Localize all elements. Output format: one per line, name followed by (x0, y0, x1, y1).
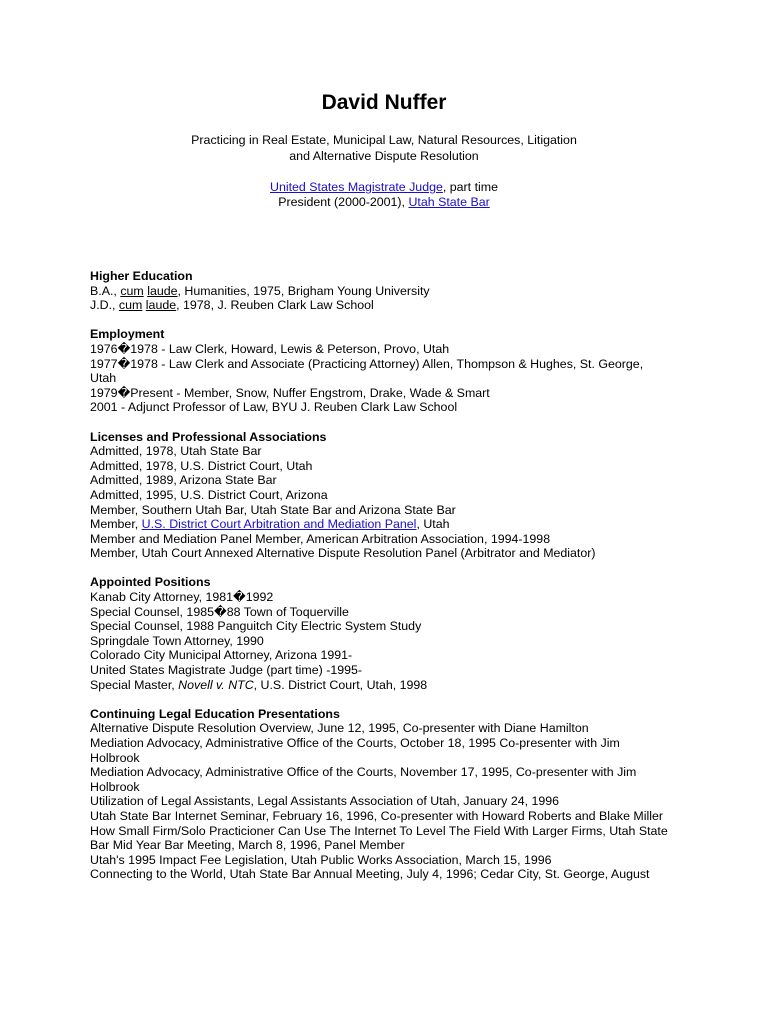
list-item: Holbrook (90, 779, 140, 794)
role-1-suffix: , part time (442, 180, 498, 194)
list-item: Member, Utah Court Annexed Alternative Dispute Resolution Panel (Arbitrator and Mediator) (90, 546, 596, 561)
list-item: Kanab City Attorney, 1981�1992 (90, 590, 274, 605)
ba-prefix: B.A., (90, 283, 121, 298)
list-item: Special Counsel, 1985�88 Town of Toquerville (90, 604, 349, 619)
master-suffix: , U.S. District Court, Utah, 1998 (253, 677, 428, 692)
panel-suffix: , Utah (416, 517, 450, 532)
list-item: Mediation Advocacy, Administrative Office of the Courts, November 17, 1995, Co-presenter with Jim (90, 765, 637, 780)
resume-body (90, 269, 690, 897)
list-item (90, 678, 690, 693)
utah-state-bar-link[interactable]: Utah State Bar (408, 195, 490, 209)
list-item: 2001 - Adjunct Professor of Law, BYU J. Reuben Clark Law School (90, 400, 458, 415)
master-case: Novell v. NTC (178, 677, 254, 692)
role-line-2 (0, 195, 768, 210)
list-item: 1976�1978 - Law Clerk, Howard, Lewis & Peterson, Provo, Utah (90, 341, 450, 356)
appointed-section (90, 575, 690, 692)
list-item: Member and Mediation Panel Member, American Arbitration Association, 1994-1998 (90, 531, 551, 546)
list-item: Member, Southern Utah Bar, Utah State Bar and Arizona State Bar (90, 502, 456, 517)
list-item: Admitted, 1978, U.S. District Court, Utah (90, 458, 313, 473)
ba-cum: cum (120, 283, 144, 298)
jd-laude: laude (145, 298, 177, 313)
education-ba (90, 284, 690, 299)
magistrate-judge-link[interactable]: United States Magistrate Judge (270, 180, 443, 194)
practice-areas-line-2: and Alternative Dispute Resolution (289, 148, 479, 163)
ba-laude: laude (147, 283, 178, 298)
panel-prefix: Member, (90, 517, 142, 532)
arbitration-panel-link[interactable]: U.S. District Court Arbitration and Mediation Panel (141, 517, 417, 532)
list-item: Utah's 1995 Impact Fee Legislation, Utah Public Works Association, March 15, 1996 (90, 852, 552, 867)
roles-block (0, 180, 768, 210)
list-item: Holbrook (90, 750, 140, 765)
list-item: Colorado City Municipal Attorney, Arizona 1991- (90, 648, 353, 663)
jd-suffix: , 1978, J. Reuben Clark Law School (176, 298, 374, 313)
employment-heading: Employment (90, 327, 165, 342)
list-item: Bar Mid Year Bar Meeting, March 8, 1996, Panel Member (90, 838, 405, 853)
cle-section (90, 707, 690, 882)
licenses-section (90, 430, 690, 561)
education-section (90, 269, 690, 313)
role-line-1 (0, 180, 768, 195)
jd-prefix: J.D., (90, 298, 119, 313)
list-item: Utah (90, 371, 117, 386)
list-item: Utah State Bar Internet Seminar, February 16, 1996, Co-presenter with Howard Roberts and Blake Miller (90, 808, 663, 823)
list-item: 1979�Present - Member, Snow, Nuffer Engstrom, Drake, Wade & Smart (90, 385, 490, 400)
role-2-prefix: President (2000-2001), (278, 195, 409, 209)
list-item: 1977�1978 - Law Clerk and Associate (Practicing Attorney) Allen, Thompson & Hughes, St. George, (90, 356, 644, 371)
list-item: Alternative Dispute Resolution Overview, June 12, 1995, Co-presenter with Diane Hamilton (90, 721, 589, 736)
ba-suffix: , Humanities, 1975, Brigham Young University (177, 283, 430, 298)
master-prefix: Special Master, (90, 677, 179, 692)
cle-heading: Continuing Legal Education Presentations (90, 706, 340, 721)
jd-cum: cum (118, 298, 143, 313)
list-item: Admitted, 1978, Utah State Bar (90, 444, 262, 459)
employment-section (90, 327, 690, 415)
list-item: Springdale Town Attorney, 1990 (90, 633, 264, 648)
practice-areas-line-1: Practicing in Real Estate, Municipal Law, Natural Resources, Litigation (191, 133, 577, 147)
licenses-heading: Licenses and Professional Associations (90, 429, 327, 444)
education-heading: Higher Education (90, 269, 193, 283)
list-item: Admitted, 1989, Arizona State Bar (90, 473, 277, 488)
list-item: How Small Firm/Solo Practicioner Can Use The Internet To Level The Field With Larger Firms, Utah State (90, 823, 668, 838)
list-item: Admitted, 1995, U.S. District Court, Arizona (90, 487, 328, 502)
list-item: Special Counsel, 1988 Panguitch City Electric System Study (90, 619, 422, 634)
list-item: United States Magistrate Judge (part time) -1995- (90, 663, 363, 678)
list-item (90, 517, 690, 532)
education-jd (90, 298, 690, 313)
list-item: Connecting to the World, Utah State Bar Annual Meeting, July 4, 1996; Cedar City, St. George, August (90, 867, 650, 882)
list-item: Utilization of Legal Assistants, Legal Assistants Association of Utah, January 24, 1996 (90, 794, 560, 809)
page-title: David Nuffer (321, 91, 447, 114)
appointed-heading: Appointed Positions (90, 575, 211, 590)
list-item: Mediation Advocacy, Administrative Office of the Courts, October 18, 1995 Co-presenter with Jim (90, 736, 620, 750)
practice-areas (0, 133, 768, 164)
